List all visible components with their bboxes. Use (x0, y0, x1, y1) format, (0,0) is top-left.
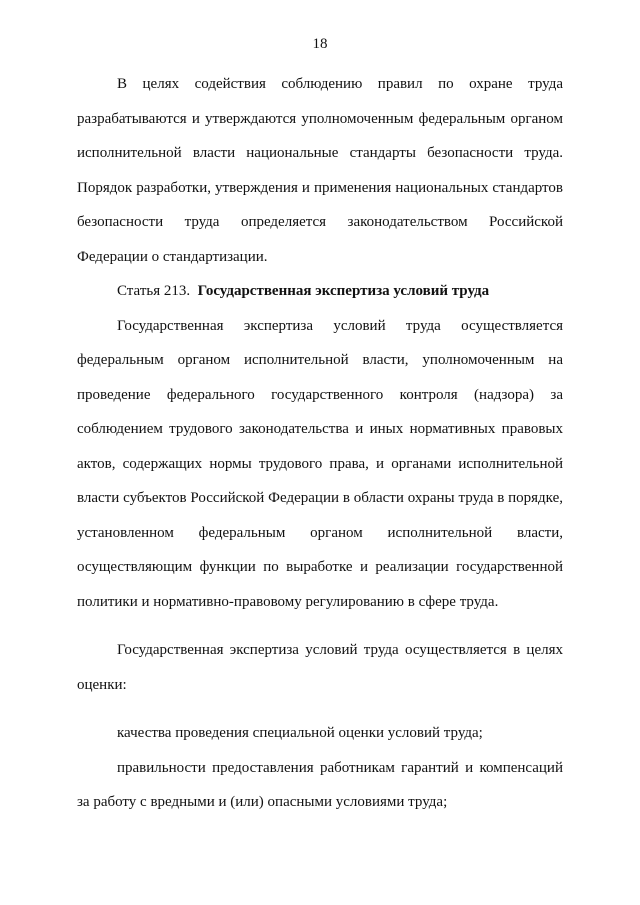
article-label: Статья 213. (117, 283, 191, 299)
paragraph-safety-standards: В целях содействия соблюдению правил по охране труда разрабатываются и утверждаются уполномоченным федеральным органом исполнительной власти национальные стандарты безопасности труда. Порядок разработки, утверждения и применения национальных стандартов безопасности труда определяется законодательством Российской Федерации о стандартизации. (77, 76, 563, 265)
page-number: 18 (312, 36, 328, 52)
paragraph-compensation-correctness: правильности предоставления работникам гарантий и компенсаций за работу с вредными и (или) опасными условиями труда; (77, 759, 563, 810)
article-heading (77, 274, 563, 309)
paragraph-expertise-purpose: Государственная экспертиза условий труда осуществляется в целях оценки: (77, 642, 563, 693)
paragraph-expertise-authority: Государственная экспертиза условий труда осуществляется федеральным органом исполнительной власти, уполномоченным на проведение федерального государственного контроля (надзора) за соблюдением трудового законодательства и иных нормативных правовых актов, содержащих нормы трудового права, и органами исполнительной власти субъектов Российской Федерации в области охраны труда в порядке, установленном федеральным органом исполнительной власти, осуществляющим функции по выработке и реализации государственной политики и нормативно-правовому регулированию в сфере труда. (77, 317, 563, 610)
document-body (77, 67, 563, 820)
paragraph-assessment-quality: качества проведения специальной оценки условий труда; (117, 725, 483, 741)
article-title: Государственная экспертиза условий труда (197, 283, 490, 299)
